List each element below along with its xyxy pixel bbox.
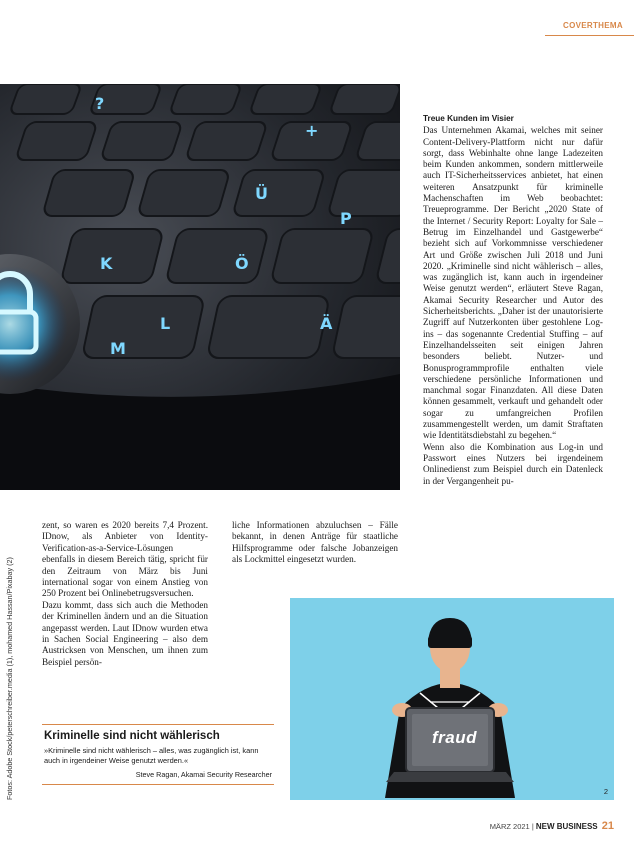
section-label: COVERTHEMA bbox=[563, 21, 623, 30]
keyboard-lock-photo bbox=[0, 84, 400, 490]
page-footer bbox=[490, 820, 614, 832]
right-column bbox=[423, 113, 603, 487]
svg-text:M: M bbox=[110, 339, 126, 358]
svg-text:Ö: Ö bbox=[235, 254, 249, 273]
section-rule bbox=[545, 35, 634, 36]
keyboard-illustration bbox=[0, 84, 400, 490]
svg-text:?: ? bbox=[95, 94, 105, 113]
photo-credit: Fotos: Adobe Stock/peterschreiber.media (1), mohamed Hassan/Pixabay (2) bbox=[5, 557, 14, 800]
article-paragraph: Dazu kommt, dass sich auch die Methoden der Kriminellen ändern und an die Situation angepasst werden. Laut IDnow wurden etwa in Sachen Social Engineering – also dem Austricksen von Menschen, um ihnen zum Beispiel persön- bbox=[42, 599, 208, 667]
footer-separator: | bbox=[531, 822, 534, 831]
figure-number: 2 bbox=[603, 787, 608, 796]
page-number: 21 bbox=[601, 820, 614, 832]
hacker-illustration bbox=[290, 598, 614, 800]
footer-date: MÄRZ 2021 bbox=[489, 822, 530, 831]
article-paragraph: Wenn also die Kombination aus Log-in und Passwort eines Nutzers bei irgendeinem Onlinedienst zum Beispiel durch ein Datenleck in der Vergangenheit pu- bbox=[423, 441, 603, 486]
quote-box bbox=[42, 724, 274, 785]
svg-text:Ü: Ü bbox=[255, 184, 268, 203]
footer-publication: NEW BUSINESS bbox=[535, 822, 598, 831]
article-paragraph: liche Informationen abzuluchsen – Fälle bekannt, in denen Anträge für staatliche Hilfsprogramme oder falsche Jobanzeigen als Lockmittel eingesetzt wurden. bbox=[232, 520, 398, 565]
fraud-label: fraud bbox=[432, 728, 477, 747]
svg-text:P: P bbox=[340, 209, 352, 228]
fraud-illustration bbox=[290, 598, 614, 800]
column-a bbox=[42, 520, 208, 668]
svg-text:Ä: Ä bbox=[320, 314, 333, 333]
quote-title: Kriminelle sind nicht wählerisch bbox=[44, 730, 220, 742]
quote-text: »Kriminelle sind nicht wählerisch – alles, was zugänglich ist, kann auch in irgendeiner Weise genutzt werden.« bbox=[44, 746, 259, 765]
svg-text:L: L bbox=[160, 314, 171, 333]
article-paragraph: zent, so waren es 2020 bereits 7,4 Prozent. IDnow, als Anbieter von Identity-Verification-as-a-Service-Lösungen ebenfalls in diesem Bereich tätig, spricht für den Zeitraum von März bis Juni international sogar von einem Anstieg von 250 Prozent bei Onlinebetrugsversuchen. bbox=[42, 520, 208, 599]
svg-text:K: K bbox=[100, 254, 113, 273]
subheading: Treue Kunden im Visier bbox=[423, 114, 514, 123]
svg-text:+: + bbox=[305, 121, 319, 140]
quote-author: Steve Ragan, Akamai Security Researcher bbox=[135, 770, 272, 779]
article-paragraph: Das Unternehmen Akamai, welches mit seiner Content-Delivery-Plattform nicht nur dafür sorgt, dass Webinhalte ohne lange Ladezeiten beim Kunden ankommen, sondern mittlerweile auch IT-Sicherheitsservices anbietet, hat einen weiteren Ansatzpunkt für kriminelle Machenschaften im Web beobachtet: Treueprogramme. Der Bericht „2020 State of the Internet / Security Report: Loyalty for Sale – Betrug im Einzelhandel und Gastgewerbe“ bezieht sich auf Vorkommnisse verschiedener Art und Größe zwischen Juli 2018 und Juni 2020. „Kriminelle sind nicht wählerisch – alles, was zugänglich ist, kann auch in irgendeiner Weise genutzt werden“, erläutert Steve Ragan, Akamai Security Researcher und Autor des Sicherheitsberichts. „Daher ist der unautorisierte Zugriff auf Nutzerkonten über gestohlene Log-ins – das sogenannte Credential Stuffing – auf Einzelhandelsseiten seit einigen Jahren besonders beliebt. Nutzer- und Bonusprogrammprofile enthalten viele verschiedene persönliche Informationen und manchmal sogar Finanzdaten. All diese Daten können gesammelt, verkauft und gehandelt oder sogar zu umfangreichen Profilen zusammengestellt werden, um damit Straftaten wie Identitätsdiebstahl zu begehen.“ bbox=[423, 125, 603, 441]
column-b bbox=[232, 520, 398, 566]
